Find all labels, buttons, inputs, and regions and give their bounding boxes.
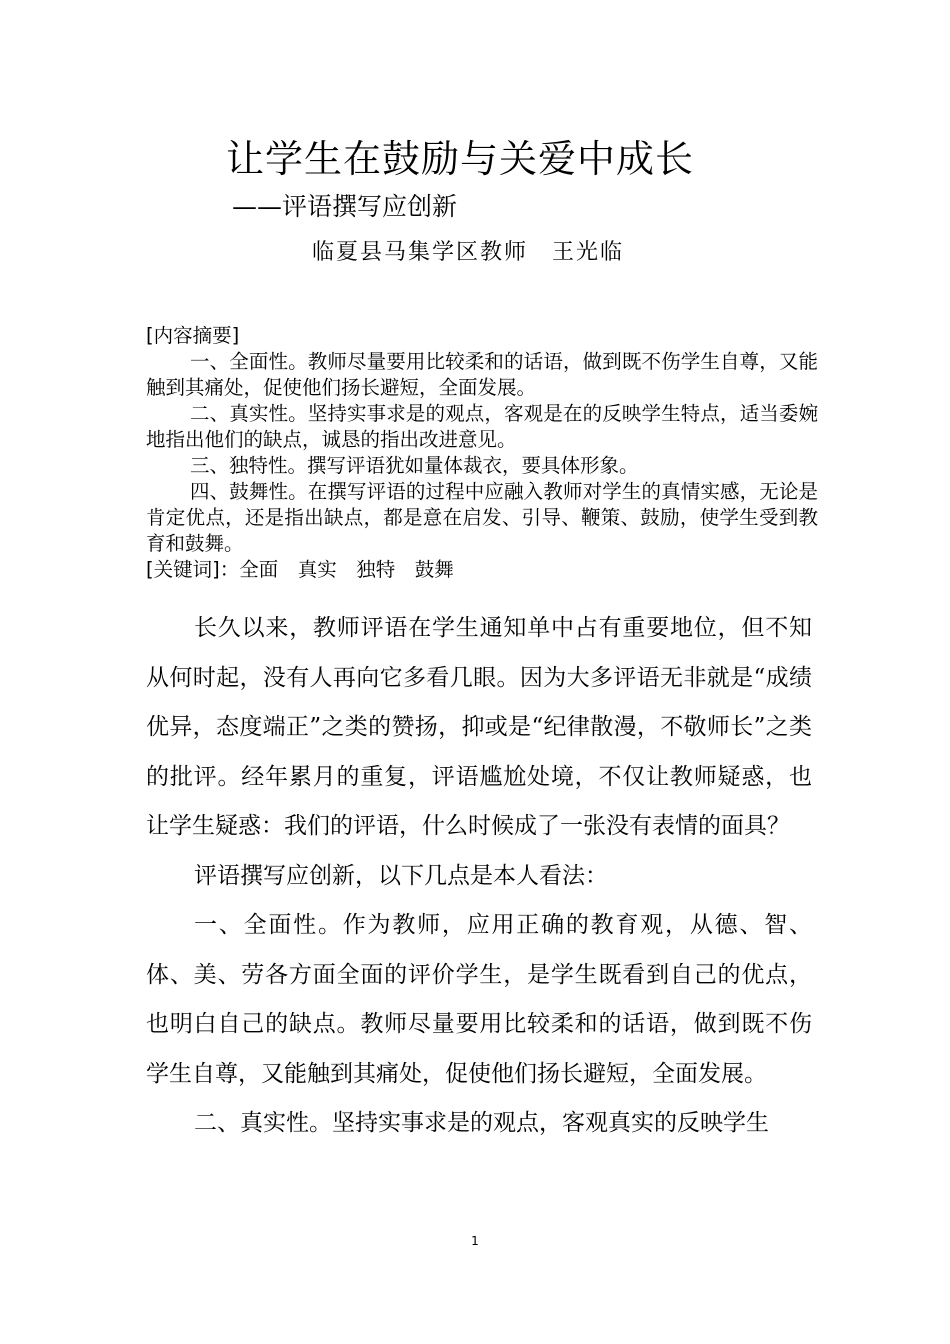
abstract-item: 一、全面性。教师尽量要用比较柔和的话语，做到既不伤学生自尊，又能触到其痛处，促使他们扬长避短，全面发展。 [146,350,818,399]
body-paragraph: 长久以来，教师评语在学生通知单中占有重要地位，但不知从何时起，没有人再向它多看几眼。因为大多评语无非就是“成绩优异，态度端正”之类的赞扬，抑或是“纪律散漫，不敬师长”之类的批评。经年累月的重复，评语尴尬处境，不仅让教师疑惑，也让学生疑惑：我们的评语，什么时候成了一张没有表情的面具？ [146,615,812,839]
keywords-line: [关键词]：全面 真实 独特 鼓舞 [146,558,454,581]
abstract-item: 四、鼓舞性。在撰写评语的过程中应融入教师对学生的真情实感，无论是肯定优点，还是指出缺点，都是意在启发、引导、鞭策、鼓励，使学生受到教育和鼓舞。 [146,480,818,555]
abstract-section [146,323,818,583]
page-number: 1 [471,1234,479,1248]
document-title: 让学生在鼓励与关爱中成长 [226,137,695,181]
author-line: 临夏县马集学区教师 王光临 [312,240,625,265]
abstract-heading: [内容摘要] [146,324,240,347]
abstract-item: 二、真实性。坚持实事求是的观点，客观是在的反映学生特点，适当委婉地指出他们的缺点，诚恳的指出改进意见。 [146,402,818,451]
body-paragraph: 评语撰写应创新，以下几点是本人看法： [194,862,608,889]
abstract-item: 三、独特性。撰写评语犹如量体裁衣，要具体形象。 [190,454,639,477]
body-paragraph: 一、全面性。作为教师，应用正确的教育观，从德、智、体、美、劳各方面全面的评价学生，是学生既看到自己的优点，也明白自己的缺点。教师尽量要用比较柔和的话语，做到既不伤学生自尊，又能触到其痛处，促使他们扬长避短，全面发展。 [146,912,812,1087]
document-subtitle: ——评语撰写应创新 [232,192,458,221]
body-paragraph: 二、真实性。坚持实事求是的观点，客观真实的反映学生 [194,1110,769,1136]
body-text [146,604,812,1149]
